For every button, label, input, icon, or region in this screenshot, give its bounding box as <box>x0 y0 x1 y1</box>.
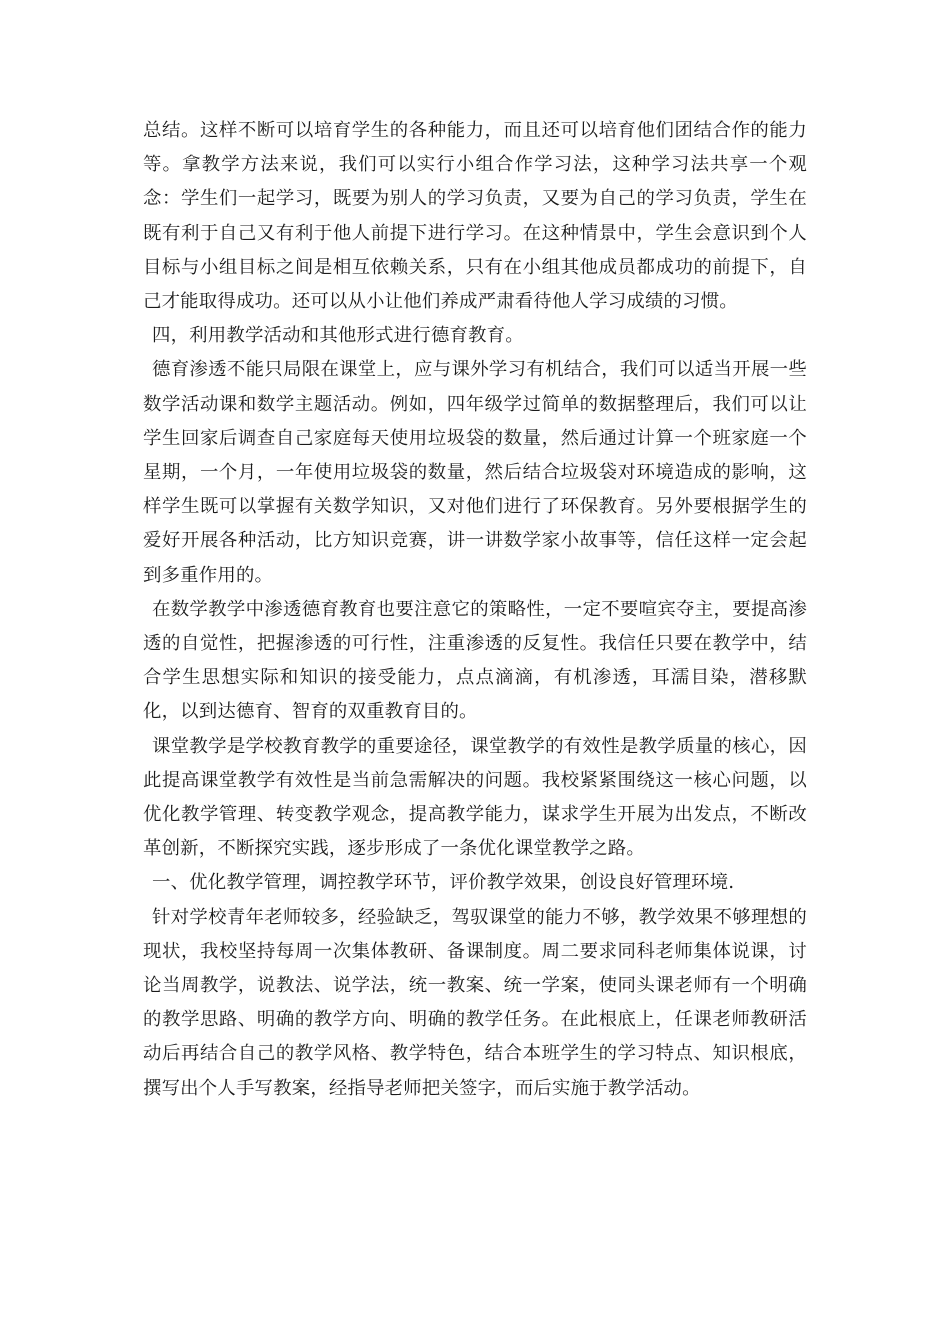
paragraph-moral-activities: 德育渗透不能只局限在课堂上，应与课外学习有机结合，我们可以适当开展一些数学活动课和数学主题活动。例如，四年级学过简单的数据整理后，我们可以让学生回家后调查自己家庭每天使用垃圾袋的数量，然后通过计算一个班家庭一个星期，一个月，一年使用垃圾袋的数量，然后结合垃圾袋对环境造成的影响，这样学生既可以掌握有关数学知识，又对他们进行了环保教育。另外要根据学生的爱好开展各种活动，比方知识竞赛，讲一讲数学家小故事等，信任这样一定会起到多重作用的。 <box>143 359 807 586</box>
paragraph-teaching-management: 针对学校青年老师较多，经验缺乏，驾驭课堂的能力不够，教学效果不够理想的现状，我校坚持每周一次集体教研、备课制度。周二要求同科老师集体说课，讨论当周教学，说教法、说学法，统一教案、统一学案，使同头课老师有一个明确的教学思路、明确的教学方向、明确的教学任务。在此根底上，任课老师教研活动后再结合自己的教学风格、教学特色，结合本班学生的学习特点、知识根底，撰写出个人手写教案，经指导老师把关签字，而后实施于教学活动。 <box>143 906 807 1099</box>
paragraph-summary: 总结。这样不断可以培育学生的各种能力，而且还可以培育他们团结合作的能力等。拿教学方法来说，我们可以实行小组合作学习法，这种学习法共享一个观念：学生们一起学习，既要为别人的学习负责，又要为自己的学习负责，学生在既有利于自己又有利于他人前提下进行学习。在这种情景中，学生会意识到个人目标与小组目标之间是相互依赖关系，只有在小组其他成员都成功的前提下，自己才能取得成功。还可以从小让他们养成严肃看待他人学习成绩的习惯。 <box>143 120 807 313</box>
paragraph-classroom-teaching: 课堂教学是学校教育教学的重要途径，课堂教学的有效性是教学质量的核心，因此提高课堂教学有效性是当前急需解决的问题。我校紧紧围绕这一核心问题，以优化教学管理、转变教学观念，提高教学能力，谋求学生开展为出发点，不断改革创新，不断探究实践，逐步形成了一条优化课堂教学之路。 <box>143 735 807 860</box>
section-heading-4: 四，利用教学活动和其他形式进行德育教育。 <box>152 325 524 347</box>
section-heading-1: 一、优化教学管理，调控教学环节，评价教学效果，创设良好管理环境. <box>152 872 735 894</box>
paragraph-strategy: 在数学教学中渗透德育教育也要注意它的策略性，一定不要喧宾夺主，要提高渗透的自觉性，把握渗透的可行性，注重渗透的反复性。我信任只要在教学中，结合学生思想实际和知识的接受能力，点点滴滴，有机渗透，耳濡目染，潜移默化，以到达德育、智育的双重教育目的。 <box>143 598 807 723</box>
document-page <box>143 114 807 1106</box>
